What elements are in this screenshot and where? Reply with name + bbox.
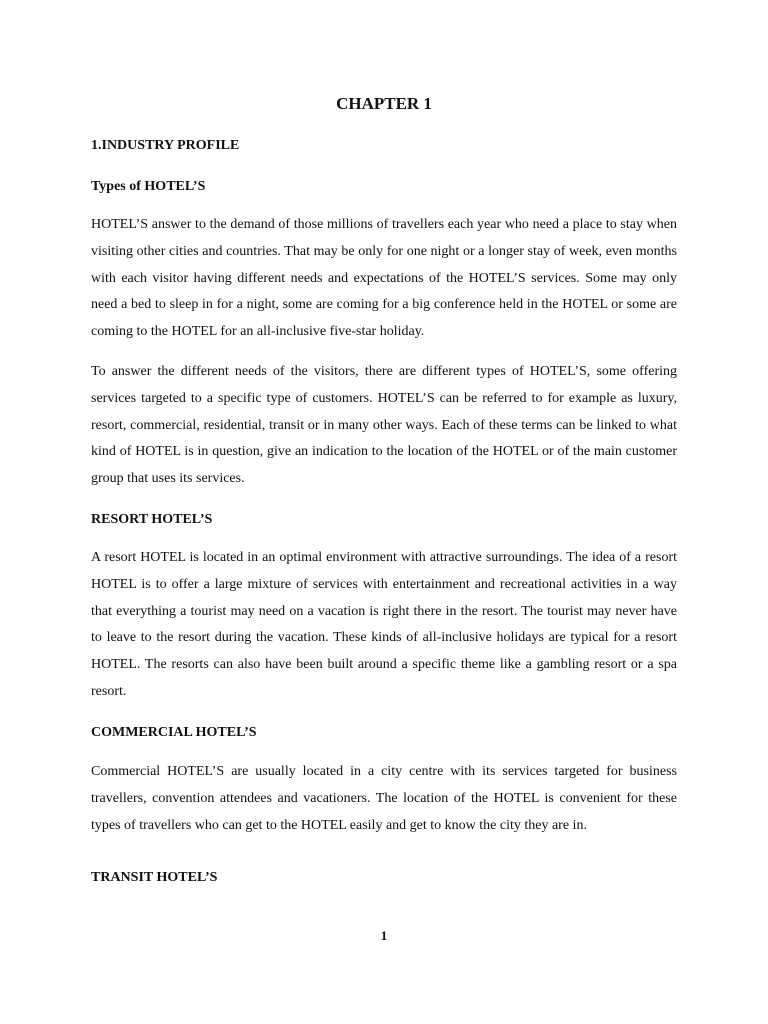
heading-resort-hotels: RESORT HOTEL’S [91, 512, 213, 527]
paragraph-resort: A resort HOTEL is located in an optimal environment with attractive surroundings. The idea of a resort HOTEL is to offer a large mixture of services with entertainment and recreational activities in a way that everything a tourist may need on a vacation is right there in the resort. The tourist may never have to leave to the resort during the vacation. These kinds of all-inclusive holidays are typical for a resort HOTEL. The resorts can also have been built around a specific theme like a gambling resort or a spa resort. [91, 550, 677, 699]
heading-commercial-hotels: COMMERCIAL HOTEL’S [91, 725, 257, 740]
section-title: 1.INDUSTRY PROFILE [91, 138, 240, 153]
heading-types-of-hotels: Types of HOTEL’S [91, 179, 206, 194]
paragraph-commercial: Commercial HOTEL’S are usually located in a city centre with its services targeted for business travellers, convention attendees and vacationers. The location of the HOTEL is convenient for these types of travellers who can get to the HOTEL easily and get to know the city they are in. [91, 764, 677, 833]
heading-transit-hotels: TRANSIT HOTEL’S [91, 870, 218, 885]
paragraph-types-needs: To answer the different needs of the visitors, there are different types of HOTEL’S, some offering services targeted to a specific type of customers. HOTEL’S can be referred to for example as luxury, resort, commercial, residential, transit or in many other ways. Each of these terms can be linked to what kind of HOTEL is in question, give an indication to the location of the HOTEL or of the main customer group that uses its services. [91, 364, 677, 487]
page-number: 1 [380, 928, 388, 943]
paragraph-types-intro: HOTEL’S answer to the demand of those millions of travellers each year who need a place to stay when visiting other cities and countries. That may be only for one night or a longer stay of week, even months with each visitor having different needs and expectations of the HOTEL’S services. Some may only need a bed to sleep in for a night, some are coming for a big conference held in the HOTEL or some are coming to the HOTEL for an all-inclusive five-star holiday. [91, 217, 677, 340]
chapter-title: CHAPTER 1 [336, 94, 432, 113]
